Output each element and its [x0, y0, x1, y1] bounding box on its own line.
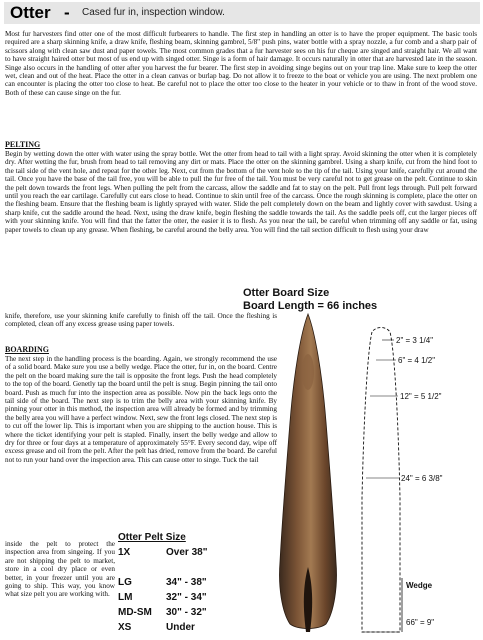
board-size-title [243, 287, 377, 313]
size-cell: 32" - 34" [166, 592, 207, 603]
size-cell: Over 38" [166, 547, 208, 558]
table-row [118, 605, 246, 620]
measure-label: 24" = 6 3/8" [401, 474, 443, 483]
boarding-paragraph: The next step in the handling process is the boarding. Again, we strongly recommend the use of a solid board. Make sure you use a belly wedge. Place the otter, fur in, on the board. Centre the pelt on the board making sure the tail is opposite the front legs. Push the head completely to the top of the board. Genetly tap the board until the pelt is snug. Begin pinning the tail onto board. Push as much fur into the inspection area as possible. Now pin the back legs onto the tail side of the board. The next step is to trim the belly area with your skinning knife. By pinning your otter in this method, the inspection area will already be formed and by trimming the belly area you will have a perfect window. Next, sew the front legs closed. The next step is to cut off the lower lip. This is important when you are shipping to the auction house. This is where the ticket identifying your pelt is stapled. Finally, insert the belly wedge and allow to dry for three or four days at a temperature of approximately 55°F. Every second day, wipe off excess grease and oil from the pelt. After the pelt has dried, remove from the board. Be careful not to run your hand over the inspection area. This can cause otter to singe. Tuck the tail [5, 355, 277, 464]
grade-cell: LM [118, 592, 133, 603]
wedge-label: Wedge [406, 581, 433, 590]
grade-cell: 1X [118, 547, 131, 558]
boarding-paragraph-continued: inside the pelt to protect the inspection area from singeing. If you are not shipping the pelt to market, store in a cool dry place or even better, in your freezer until you are going to ship. This way, you know what size pelt you are working with. [5, 540, 115, 599]
pelting-heading: PELTING [5, 140, 41, 149]
board-size-diagram [360, 288, 482, 638]
table-row [118, 620, 246, 635]
otter-pelt-image [268, 312, 348, 634]
boarding-heading: BOARDING [5, 345, 50, 354]
pelting-paragraph: Begin by wetting down the otter with water using the spray bottle. Wet the otter from head to tail with a light spray. Avoid skinning the otter when it is completely dry. After wetting the fur, brush from head to tail removing any dirt or mats. Place the otter on the skinning gambrel. Using a sharp knife, cut from the hind foot to the tail side of the vent hole, and repeat for the other leg. Next, cut from the bottom of the vent hole to the tip of the tail. Using your knife, carefully cut around the tail. Once you have the base of the tail free, you will be able to pull the fur free of the tail. You must be very careful not to get grease on the pelt. Continue to skin the pelt down towards the front legs. When pulling the pelt from the carcass, allow the saddle and fat to stay on the pelt. Pull front legs through. Pull pelt forward until you reach the ear cartilage. Carefully cut ears close to head. Continue to skin until free of the carcass. Once the rough skinning is complete, place the otter on the fleshing beam. Ensure that the fleshing beam is lightly sprayed with water. Slide the pelt completely down on the beam and lightly cover with sawdust. Using a sharp knife, cut the saddle around the head. Next, using the draw knife, begin fleshing the saddle towards the tail. As the saddle peels off, cut the larger pieces off with your skinning knife. You will find that the fatter the otter, the easier it is to flesh. As you near the tail, be careful when trimming off any saddle or fat, using paper towels to clean up any grease. When fleshing, be careful around the belly area. You will find the tail section difficult to flesh using your draw [5, 150, 477, 234]
pelt-size-table [118, 545, 246, 635]
size-cell: 34" - 38" [166, 577, 207, 588]
table-row [118, 545, 246, 560]
pelting-paragraph-continued: knife, therefore, use your skinning knife carefully to finish off the tail. Once the fleshing is completed, clean off any excess grease using paper towels. [5, 312, 277, 329]
measure-label: 6" = 4 1/2" [398, 356, 436, 365]
board-length: Board Length = 66 inches [243, 300, 378, 312]
board-outline [362, 328, 400, 633]
size-cell: Under [166, 622, 195, 633]
page-subtitle: Cased fur in, inspection window. [82, 7, 225, 18]
measure-label: 12" = 5 1/2" [400, 392, 442, 401]
pelt-size-title: Otter Pelt Size [118, 532, 186, 543]
intro-paragraph: Most fur harvesters find otter one of the most difficult furbearers to handle. The first step in handling an otter is to have the proper equipment. The basic tools required are a sharp skinning knife, a draw knife, fleshing beam, skinning gambrel, 5/8" push pins, water bottle with a spray nozzle, a fur comb and a sharp pair of scissors along with clean saw dust and paper towels. The most common grades that a fur harvester sees on his fur cheque are singed and straight hair. We all want to have straight haired otter but most of us end up with singed otter. Singe is a form of hair damage. It occurs naturally in otter that are harvested late in the season. Singe also occurs in the handling of otter after you harvest the fur bearer. The first step in avoiding singe begins out on your trap line. Make sure to keep the otter wet, clean and out of the heat. Place the otter in a clean canvas or burlap bag. Do not allow it to freeze to the boat or vehicle you are using. The next problem one can encounter is placing the otter too close to heat. Be careful not to place the otter too close to the heater in your vehicle or to thaw in front of the wood stove. Both of these can cause singe on the fur. [5, 30, 477, 97]
grade-cell: LG [118, 577, 132, 588]
measure-label: 66" = 9" [406, 618, 435, 627]
table-row [118, 590, 246, 605]
page-title: Otter [10, 3, 51, 22]
header-band [4, 2, 480, 24]
title-separator: - [64, 3, 70, 22]
grade-cell: MD-SM [118, 607, 152, 618]
size-cell: 30" - 32" [166, 607, 207, 618]
pelt-head-window [302, 354, 314, 390]
board-size-heading: Otter Board Size [243, 287, 330, 299]
measure-label: 2" = 3 1/4" [396, 336, 434, 345]
grade-cell: XS [118, 622, 132, 633]
table-row [118, 575, 246, 590]
